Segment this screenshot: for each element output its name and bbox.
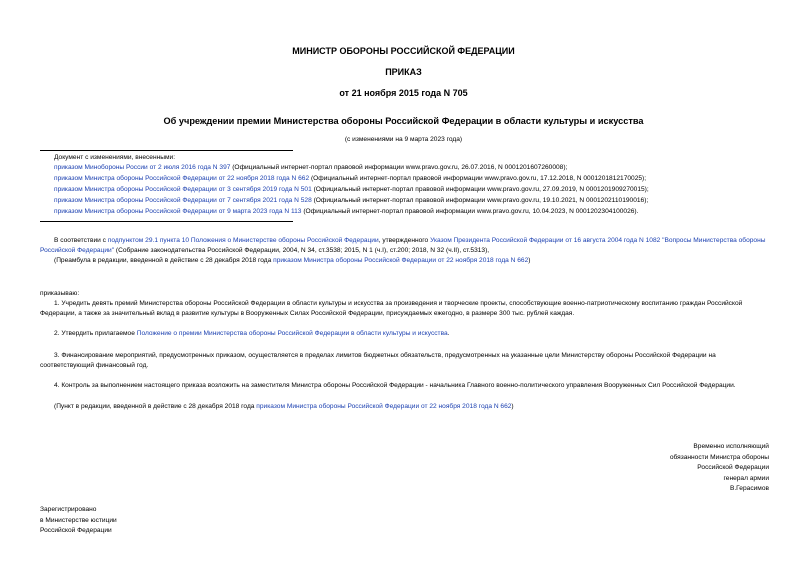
changes-bottom-rule xyxy=(40,221,293,222)
preamble-note: (Преамбула в редакции, введенной в действие с 28 декабря 2018 года приказом Министра обороны Российской Федерации от 22 ноября 2018 года N 662) xyxy=(54,257,531,264)
signature-line: обязанности Министра обороны xyxy=(669,453,769,461)
change-item: приказом Минобороны России от 2 июля 2016 года N 397 (Официальный интернет-портал правовой информации www.pravo.gov.ru, 26.07.2016, N 0001201607260008); xyxy=(54,164,568,171)
signature-block xyxy=(670,442,769,495)
preamble-note-link[interactable]: приказом Министра обороны Российской Федерации от 22 ноября 2018 года N 662 xyxy=(273,257,529,264)
change-link[interactable]: приказом Министра обороны Российской Федерации от 22 ноября 2018 года N 662 xyxy=(54,175,310,182)
change-item: приказом Министра обороны Российской Федерации от 9 марта 2023 года N 113 (Официальный интернет-портал правовой информации www.pravo.gov.ru, 10.04.2023, N 0001202304100026). xyxy=(54,208,639,215)
preamble-paragraph: В соответствии с подпунктом 29.1 пункта 10 Положения о Министерстве обороны Российской Федерации, утвержденного Указом Президента Российской Федерации от 16 августа 2004 года N 1082 "Вопросы Министерства обороны Российской Федерации" (Собрание законодательства Российской Федерации, 2004, N 34, ст.3538; 2015, N 1 (ч.I), ст.200; 2018, N 32 (ч.II), ст.5313), xyxy=(40,237,766,254)
document-title: Об учреждении премии Министерства обороны Российской Федерации в области культуры и искусства xyxy=(163,116,644,126)
changes-top-rule xyxy=(40,150,293,151)
order-item-4: 4. Контроль за выполнением настоящего приказа возложить на заместителя Министра обороны Российской Федерации - начальника Главного военно-политического управления Вооруженных Сил Российской Федерации. xyxy=(54,382,736,389)
order-item-4-note: (Пункт в редакции, введенной в действие с 28 декабря 2018 года приказом Министра обороны Российской Федерации от 22 ноября 2018 года N 662) xyxy=(54,403,514,410)
change-item: приказом Министра обороны Российской Федерации от 22 ноября 2018 года N 662 (Официальный интернет-портал правовой информации www.pravo.gov.ru, 17.12.2018, N 0001201812170025); xyxy=(54,175,647,182)
registration-line: в Министерстве юстиции xyxy=(40,516,117,524)
doc-type-heading: ПРИКАЗ xyxy=(385,67,422,77)
order-item-3: 3. Финансирование мероприятий, предусмотренных приказом, осуществляется в пределах лимитов бюджетных обязательств, предусмотренных на указанные цели Министерству обороны Российской Федерации на соответствующий финансовый год. xyxy=(40,352,716,369)
ministry-heading: МИНИСТР ОБОРОНЫ РОССИЙСКОЙ ФЕДЕРАЦИИ xyxy=(292,46,515,56)
signature-name: В.Герасимов xyxy=(729,485,769,493)
signature-line: генерал армии xyxy=(723,474,769,482)
order-item-1: 1. Учредить девять премий Министерства обороны Российской Федерации в области культуры и искусства за произведения и творческие проекты, способствующие военно-патриотическому воспитанию граждан Российской Федерации, а также за значительный вклад в развитие культуры в Вооруженных Силах Российской Федерации, присуждаемых ежегодно, в размере 300 тыс. рублей каждая. xyxy=(40,300,743,317)
signature-line: Временно исполняющий xyxy=(693,443,769,450)
change-link[interactable]: приказом Министра обороны Российской Федерации от 3 сентября 2019 года N 501 xyxy=(54,186,312,193)
change-link[interactable]: приказом Министра обороны Российской Федерации от 9 марта 2023 года N 113 xyxy=(54,208,302,215)
signature-line: Российской Федерации xyxy=(697,464,769,472)
item4-note-link[interactable]: приказом Министра обороны Российской Федерации от 22 ноября 2018 года N 662 xyxy=(256,403,512,410)
registration-line: Российской Федерации xyxy=(40,527,112,535)
order-item-2: 2. Утвердить прилагаемое Положение о премии Министерства обороны Российской Федерации в области культуры и искусства. xyxy=(54,330,450,337)
changes-intro: Документ с изменениями, внесенными: xyxy=(54,154,176,161)
preamble-link-regulation[interactable]: подпунктом 29.1 пункта 10 Положения о Министерстве обороны Российской Федерации xyxy=(107,237,379,244)
order-word: приказываю: xyxy=(40,290,80,297)
registration-block xyxy=(40,505,117,537)
document-subtitle: (с изменениями на 9 марта 2023 года) xyxy=(344,136,463,143)
date-number-heading: от 21 ноября 2015 года N 705 xyxy=(339,88,468,98)
change-item: приказом Министра обороны Российской Федерации от 7 сентября 2021 года N 528 (Официальный интернет-портал правовой информации www.pravo.gov.ru, 19.10.2021, N 0001202110190016); xyxy=(54,197,649,204)
registration-line: Зарегистрировано xyxy=(40,506,97,513)
regulation-link[interactable]: Положение о премии Министерства обороны Российской Федерации в области культуры и искусства xyxy=(136,330,448,337)
change-link[interactable]: приказом Минобороны России от 2 июля 2016 года N 397 xyxy=(54,164,231,171)
change-item: приказом Министра обороны Российской Федерации от 3 сентября 2019 года N 501 (Официальный интернет-портал правовой информации www.pravo.gov.ru, 27.09.2019, N 0001201909270015); xyxy=(54,186,649,193)
change-link[interactable]: приказом Министра обороны Российской Федерации от 7 сентября 2021 года N 528 xyxy=(54,197,312,204)
preamble-link-decree[interactable]: Указом Президента Российской Федерации от 16 августа 2004 года N 1082 "Вопросы Министерства обороны Российской Федерации" xyxy=(40,237,766,254)
